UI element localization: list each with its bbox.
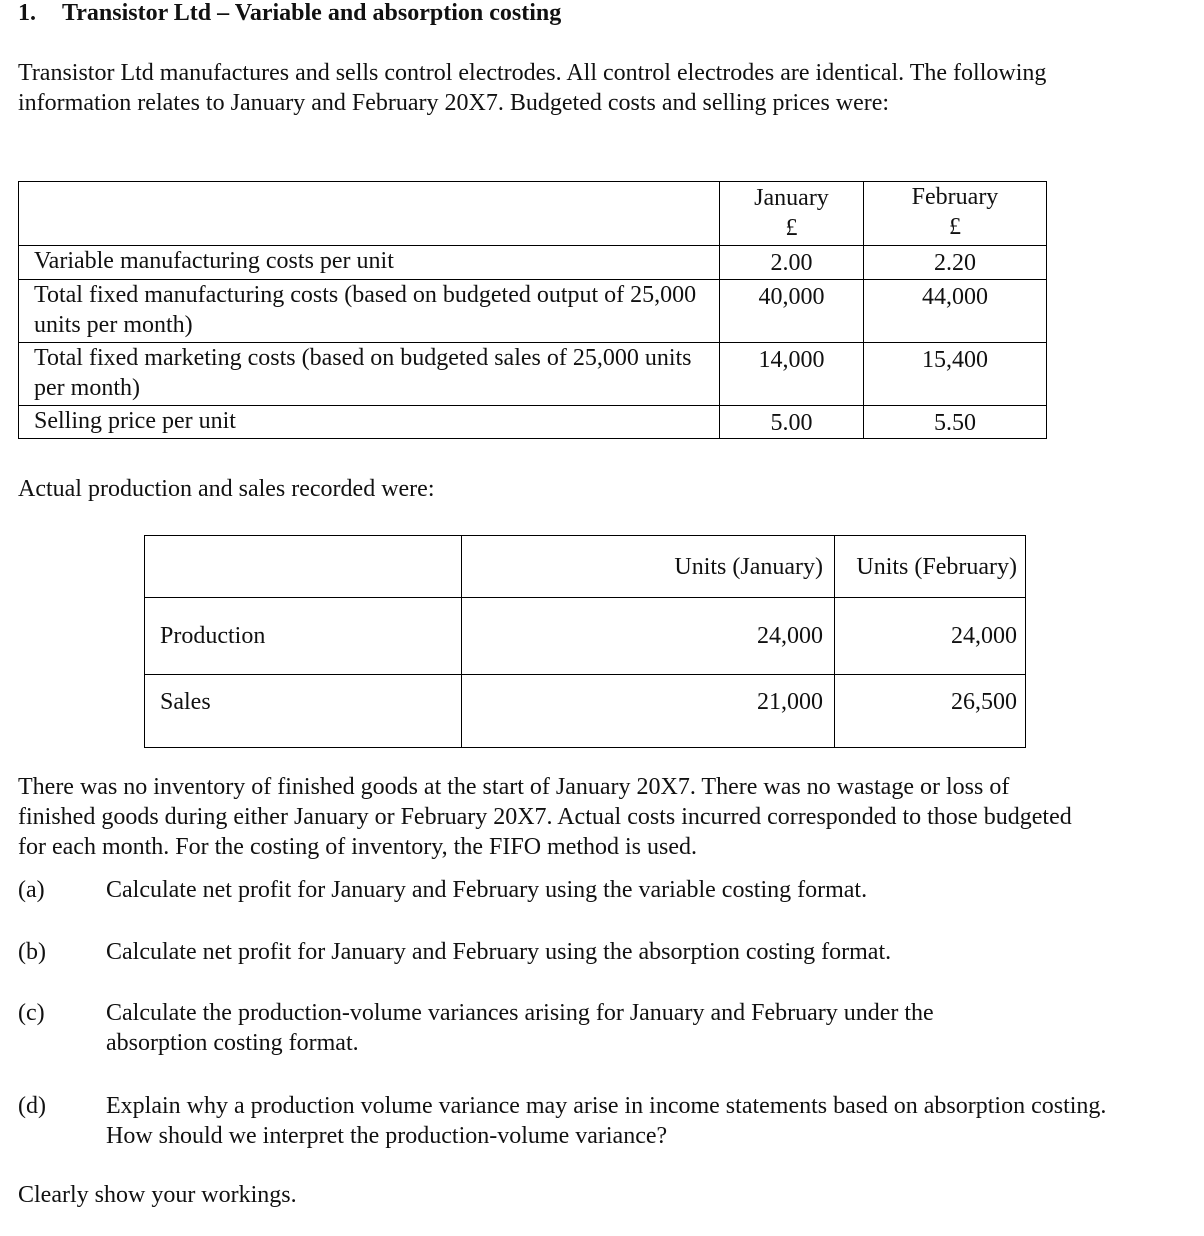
question-text: Calculate the production-volume variances arising for January and February under the absorption costing format. xyxy=(106,1000,934,1056)
question-item xyxy=(18,998,1018,1058)
actual-row-february: 26,500 xyxy=(835,675,1026,748)
actual-header-february: Units (February) xyxy=(835,536,1026,598)
actual-row-january: 24,000 xyxy=(462,598,835,675)
january-label: January xyxy=(754,185,829,211)
budget-header-row xyxy=(19,182,1047,246)
budget-value: 44,000 xyxy=(922,284,988,310)
budget-row-february xyxy=(864,246,1047,280)
budget-value: 15,400 xyxy=(922,347,988,373)
intro-paragraph: Transistor Ltd manufactures and sells control electrodes. All control electrodes are identical. The following information relates to January and February 20X7. Budgeted costs and selling prices were: xyxy=(18,60,1047,116)
january-currency: £ xyxy=(785,215,798,241)
budget-row xyxy=(19,280,1047,343)
budget-header-january xyxy=(720,182,864,246)
closing-instruction: Clearly show your workings. xyxy=(18,1182,297,1208)
question-number: 1. xyxy=(18,0,36,26)
question-letter: (c) xyxy=(18,1000,45,1026)
budget-row-january xyxy=(720,406,864,439)
actual-row xyxy=(145,598,1026,675)
budget-row-label: Variable manufacturing costs per unit xyxy=(19,246,720,280)
question-letter: (b) xyxy=(18,939,46,965)
budget-row xyxy=(19,406,1047,439)
budget-row-february xyxy=(864,406,1047,439)
february-label: February xyxy=(911,184,999,210)
actual-header-january: Units (January) xyxy=(462,536,835,598)
budget-row-january xyxy=(720,246,864,280)
february-currency: £ xyxy=(949,214,961,240)
budget-table xyxy=(18,181,1047,439)
actual-row-february: 24,000 xyxy=(835,598,1026,675)
actual-row-label: Sales xyxy=(145,675,462,748)
budget-value: 5.50 xyxy=(934,410,976,436)
question-item xyxy=(18,875,1168,905)
question-letter: (a) xyxy=(18,877,45,903)
actual-row xyxy=(145,675,1026,748)
actual-header-row xyxy=(145,536,1026,598)
question-heading xyxy=(18,0,561,26)
budget-value: 2.00 xyxy=(770,250,813,276)
question-letter: (d) xyxy=(18,1093,46,1119)
budget-row-label: Total fixed manufacturing costs (based on budgeted output of 25,000 units per month) xyxy=(19,280,720,343)
actual-intro: Actual production and sales recorded were: xyxy=(18,476,435,502)
actual-row-january: 21,000 xyxy=(462,675,835,748)
budget-value: 14,000 xyxy=(758,347,825,373)
actual-header-blank xyxy=(145,536,462,598)
budget-row xyxy=(19,246,1047,280)
actual-row-label: Production xyxy=(145,598,462,675)
question-item xyxy=(18,1091,1158,1151)
inventory-paragraph: There was no inventory of finished goods at the start of January 20X7. There was no wastage or loss of finished goods during either January or February 20X7. Actual costs incurred corresponded to those budgeted for each month. For the costing of inventory, the FIFO method is used. xyxy=(18,774,1072,860)
question-text: Explain why a production volume variance may arise in income statements based on absorption costing. How should we interpret the production-volume variance? xyxy=(106,1093,1107,1149)
actual-table xyxy=(144,535,1026,748)
budget-row-label: Selling price per unit xyxy=(19,406,720,439)
question-text: Calculate net profit for January and February using the absorption costing format. xyxy=(106,939,892,965)
budget-value: 5.00 xyxy=(770,410,813,436)
budget-row-february xyxy=(864,280,1047,343)
budget-header-february xyxy=(864,182,1047,246)
budget-value: 2.20 xyxy=(934,250,976,276)
budget-header-blank xyxy=(19,182,720,246)
budget-row-february xyxy=(864,343,1047,406)
question-item xyxy=(18,937,1168,967)
budget-row-january xyxy=(720,343,864,406)
budget-value: 40,000 xyxy=(758,284,825,310)
question-text: Calculate net profit for January and February using the variable costing format. xyxy=(106,877,868,903)
budget-row-label: Total fixed marketing costs (based on budgeted sales of 25,000 units per month) xyxy=(19,343,720,406)
budget-row xyxy=(19,343,1047,406)
budget-row-january xyxy=(720,280,864,343)
question-title: Transistor Ltd – Variable and absorption costing xyxy=(62,0,562,26)
